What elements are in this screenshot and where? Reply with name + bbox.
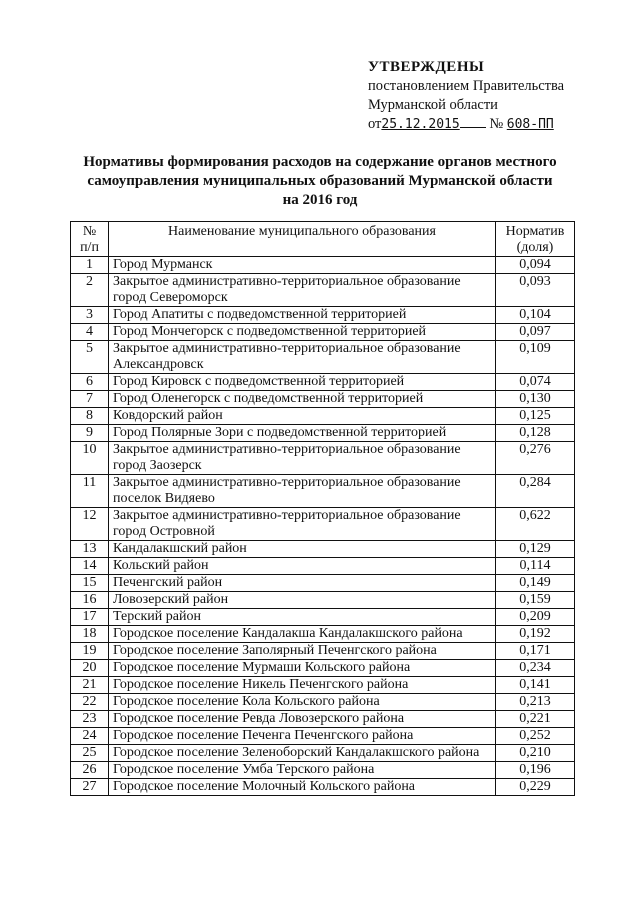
- header-number: [71, 222, 109, 257]
- row-value: 0,210: [496, 745, 575, 762]
- table-header-row: [71, 222, 575, 257]
- approval-block: [368, 58, 564, 134]
- table-row: [71, 408, 575, 425]
- row-value: 0,114: [496, 558, 575, 575]
- approval-date: 25.12.2015: [381, 117, 460, 132]
- row-number: 20: [71, 660, 109, 677]
- row-value: 0,209: [496, 609, 575, 626]
- row-number: 15: [71, 575, 109, 592]
- row-name: Кандалакшский район: [109, 541, 496, 558]
- row-number: 22: [71, 694, 109, 711]
- row-value: 0,229: [496, 779, 575, 796]
- row-number: 1: [71, 257, 109, 274]
- row-value: 0,109: [496, 341, 575, 374]
- table-row: [71, 626, 575, 643]
- row-value: 0,276: [496, 442, 575, 475]
- table-row: [71, 728, 575, 745]
- approval-line-2: Мурманской области: [368, 97, 498, 113]
- row-name: Печенгский район: [109, 575, 496, 592]
- approval-date-line: [368, 115, 564, 134]
- table-row: [71, 558, 575, 575]
- row-number: 11: [71, 475, 109, 508]
- row-name: Город Мурманск: [109, 257, 496, 274]
- title-line-1: Нормативы формирования расходов на содержание органов местного: [83, 154, 557, 170]
- row-value: 0,171: [496, 643, 575, 660]
- row-name: Городское поселение Ревда Ловозерского района: [109, 711, 496, 728]
- table-row: [71, 508, 575, 541]
- table-row: [71, 442, 575, 475]
- row-number: 21: [71, 677, 109, 694]
- table-row: [71, 694, 575, 711]
- table-row: [71, 324, 575, 341]
- table-row: [71, 274, 575, 307]
- title-line-2: самоуправления муниципальных образований Мурманской области: [87, 173, 553, 189]
- row-name: Городское поселение Заполярный Печенгского района: [109, 643, 496, 660]
- date-prefix: от: [368, 116, 382, 132]
- row-value: 0,125: [496, 408, 575, 425]
- row-number: 17: [71, 609, 109, 626]
- row-name: Город Апатиты с подведомственной территорией: [109, 307, 496, 324]
- table-row: [71, 762, 575, 779]
- row-number: 23: [71, 711, 109, 728]
- row-value: 0,093: [496, 274, 575, 307]
- row-number: 24: [71, 728, 109, 745]
- row-name: Закрытое административно-территориальное образование город Североморск: [109, 274, 496, 307]
- row-name: Закрытое административно-территориальное образование город Заозерск: [109, 442, 496, 475]
- table-row: [71, 475, 575, 508]
- row-name: Городское поселение Кола Кольского района: [109, 694, 496, 711]
- table-row: [71, 541, 575, 558]
- row-value: 0,074: [496, 374, 575, 391]
- row-number: 5: [71, 341, 109, 374]
- row-name: Терский район: [109, 609, 496, 626]
- header-number-line-1: №: [82, 224, 97, 239]
- table-row: [71, 575, 575, 592]
- table-row: [71, 609, 575, 626]
- row-value: 0,094: [496, 257, 575, 274]
- row-name: Ковдорский район: [109, 408, 496, 425]
- document-title: [60, 153, 580, 210]
- row-value: 0,234: [496, 660, 575, 677]
- row-name: Городское поселение Зеленоборский Кандалакшского района: [109, 745, 496, 762]
- approval-line-1: постановлением Правительства: [368, 78, 565, 94]
- row-number: 26: [71, 762, 109, 779]
- date-underline: [460, 126, 486, 128]
- row-name: Городское поселение Кандалакша Кандалакшского района: [109, 626, 496, 643]
- row-number: 6: [71, 374, 109, 391]
- row-number: 4: [71, 324, 109, 341]
- row-number: 19: [71, 643, 109, 660]
- header-value-line-1: Норматив: [505, 224, 565, 239]
- row-name: Городское поселение Никель Печенгского района: [109, 677, 496, 694]
- row-value: 0,284: [496, 475, 575, 508]
- row-number: 8: [71, 408, 109, 425]
- table-row: [71, 425, 575, 442]
- row-value: 0,252: [496, 728, 575, 745]
- row-value: 0,159: [496, 592, 575, 609]
- table-row: [71, 660, 575, 677]
- title-line-3: на 2016 год: [282, 192, 358, 208]
- row-name: Городское поселение Умба Терского района: [109, 762, 496, 779]
- number-prefix: №: [489, 116, 504, 132]
- table-row: [71, 341, 575, 374]
- row-value: 0,141: [496, 677, 575, 694]
- table-row: [71, 257, 575, 274]
- row-name: Город Кировск с подведомственной территорией: [109, 374, 496, 391]
- table-row: [71, 677, 575, 694]
- row-number: 2: [71, 274, 109, 307]
- table-row: [71, 711, 575, 728]
- header-value: [496, 222, 575, 257]
- row-number: 27: [71, 779, 109, 796]
- table-body: [71, 257, 575, 796]
- row-value: 0,196: [496, 762, 575, 779]
- row-value: 0,104: [496, 307, 575, 324]
- row-value: 0,149: [496, 575, 575, 592]
- row-value: 0,129: [496, 541, 575, 558]
- row-name: Город Полярные Зори с подведомственной территорией: [109, 425, 496, 442]
- row-number: 12: [71, 508, 109, 541]
- approval-number: 608-ПП: [506, 117, 554, 132]
- row-name: Закрытое административно-территориальное образование поселок Видяево: [109, 475, 496, 508]
- row-name: Закрытое административно-территориальное образование Александровск: [109, 341, 496, 374]
- table-row: [71, 307, 575, 324]
- row-name: Кольский район: [109, 558, 496, 575]
- row-name: Ловозерский район: [109, 592, 496, 609]
- row-value: 0,128: [496, 425, 575, 442]
- row-name: Город Мончегорск с подведомственной территорией: [109, 324, 496, 341]
- row-value: 0,213: [496, 694, 575, 711]
- row-number: 18: [71, 626, 109, 643]
- row-number: 25: [71, 745, 109, 762]
- approval-heading: УТВЕРЖДЕНЫ: [368, 59, 485, 75]
- row-name: Городское поселение Молочный Кольского района: [109, 779, 496, 796]
- norms-table: [70, 221, 575, 796]
- table-row: [71, 374, 575, 391]
- row-value: 0,622: [496, 508, 575, 541]
- header-name: Наименование муниципального образования: [109, 222, 496, 257]
- row-number: 13: [71, 541, 109, 558]
- row-value: 0,221: [496, 711, 575, 728]
- row-name: Городское поселение Мурмаши Кольского района: [109, 660, 496, 677]
- row-number: 14: [71, 558, 109, 575]
- row-value: 0,130: [496, 391, 575, 408]
- row-number: 7: [71, 391, 109, 408]
- row-number: 3: [71, 307, 109, 324]
- row-number: 9: [71, 425, 109, 442]
- table-row: [71, 592, 575, 609]
- header-number-line-2: п/п: [80, 240, 99, 255]
- row-name: Закрытое административно-территориальное образование город Островной: [109, 508, 496, 541]
- row-value: 0,097: [496, 324, 575, 341]
- row-number: 10: [71, 442, 109, 475]
- row-name: Городское поселение Печенга Печенгского района: [109, 728, 496, 745]
- table-row: [71, 779, 575, 796]
- row-name: Город Оленегорск с подведомственной территорией: [109, 391, 496, 408]
- table-row: [71, 643, 575, 660]
- table-row: [71, 745, 575, 762]
- table-row: [71, 391, 575, 408]
- row-number: 16: [71, 592, 109, 609]
- header-value-line-2: (доля): [516, 240, 554, 255]
- row-value: 0,192: [496, 626, 575, 643]
